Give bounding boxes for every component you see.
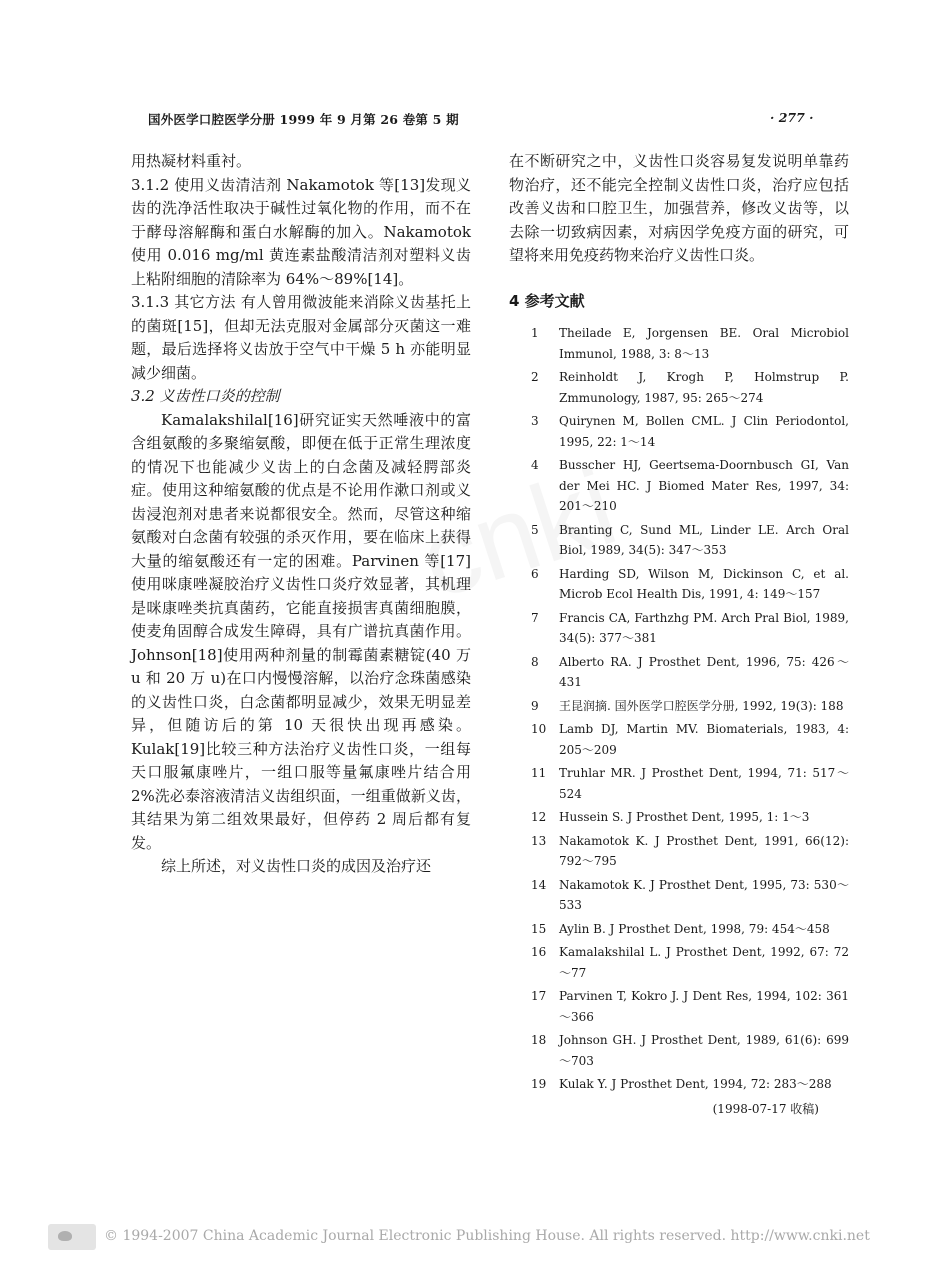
reference-item [509,719,849,760]
page-number: · 277 · [770,110,814,125]
reference-item [509,367,849,408]
subsection-heading: 3.2 义齿性口炎的控制 [131,387,280,405]
reference-item [509,942,849,983]
reference-text: Truhlar MR. J Prosthet Dent, 1994, 71: 517～524 [559,766,849,801]
reference-item [509,875,849,916]
reference-item [509,763,849,804]
references-heading: 4 参考文献 [509,291,585,310]
reference-number: 17 [531,989,547,1003]
reference-item [509,1030,849,1071]
reference-text: 王昆润摘. 国外医学口腔医学分册, 1992, 19(3): 188 [559,698,844,713]
reference-item [509,1074,849,1095]
reference-number: 8 [531,654,539,669]
reference-number: 12 [531,810,547,824]
paragraph: 3.1.3 其它方法 有人曾用微波能来消除义齿基托上的菌斑[15]，但却无法克服对金属部分灭菌这一难题，最后选择将义齿放于空气中干燥 5 h 亦能明显减少细菌。 [131,293,471,382]
reference-text: Parvinen T, Kokro J. J Dent Res, 1994, 102: 361～366 [559,989,849,1024]
reference-number: 16 [531,945,547,959]
journal-header: 国外医学口腔医学分册 1999 年 9 月第 26 卷第 5 期 [148,112,459,127]
reference-number: 7 [531,610,539,625]
reference-text: Francis CA, Farthzhg PM. Arch Pral Biol, 1989, 34(5): 377～381 [559,610,849,645]
reference-text: Alberto RA. J Prosthet Dent, 1996, 75: 426～431 [559,654,849,689]
reference-list [509,323,849,1095]
reference-number: 10 [531,722,547,736]
received-date: (1998-07-17 收稿) [712,1101,819,1116]
reference-number: 4 [531,458,539,472]
reference-item [509,919,849,940]
reference-item [509,831,849,872]
reference-item [509,696,849,717]
cnki-logo-icon [48,1224,96,1250]
reference-item [509,807,849,828]
reference-number: 6 [531,566,539,581]
paragraph: 在不断研究之中，义齿性口炎容易复发说明单靠药物治疗，还不能完全控制义齿性口炎，治疗应包括改善义齿和口腔卫生，加强营养，修改义齿等，以去除一切致病因素，对病因学免疫方面的研究，可望将来用免疫药物来治疗义齿性口炎。 [509,152,849,264]
reference-item [509,520,849,561]
reference-number: 2 [531,370,539,384]
right-column [509,150,849,1121]
reference-number: 9 [531,698,539,713]
reference-text: Johnson GH. J Prosthet Dent, 1989, 61(6): 699～703 [559,1033,849,1068]
reference-item [509,608,849,649]
reference-item [509,986,849,1027]
paragraph: 3.1.2 使用义齿清洁剂 Nakamotok 等[13]发现义齿的洗净活性取决于碱性过氧化物的作用，而不在于酵母溶解酶和蛋白水解酶的加入。Nakamotok 使用 0.016 mg/ml 黄连素盐酸清洁剂对塑料义齿上粘附细胞的清除率为 64%～89%[14]。 [131,175,471,288]
reference-text: Branting C, Sund ML, Linder LE. Arch Oral Biol, 1989, 34(5): 347～353 [559,522,849,557]
reference-text: Nakamotok K. J Prosthet Dent, 1995, 73: 530～533 [559,877,849,912]
reference-number: 5 [531,522,539,537]
reference-text: Theilade E, Jorgensen BE. Oral Microbiol Immunol, 1988, 3: 8～13 [559,326,849,361]
reference-number: 1 [531,326,539,340]
paragraph: Kamalakshilal[16]研究证实天然唾液中的富含组氨酸的多聚缩氨酸，即便在低于正常生理浓度的情况下也能减少义齿上的白念菌及减轻腭部炎症。使用这种缩氨酸的优点是不论用作漱口剂或义齿浸泡剂对患者来说都很安全。然而，尽管这种缩氨酸对白念菌有较强的杀灭作用，要在临床上获得大量的缩氨酸还有一定的困难。Parvinen 等[17]使用咪康唑凝胶治疗义齿性口炎疗效显著，其机理是咪康唑类抗真菌药，它能直接损害真菌细胞膜，使麦角固醇合成发生障碍，具有广谱抗真菌作用。Johnson[18]使用两种剂量的制霉菌素糖锭(40 万 u 和 20 万 u)在口内慢慢溶解，以治疗念珠菌感染的义齿性口炎，白念菌都明显减少，效果无明显差异，但随访后的第 10 天很快出现再感染。Kulak[19]比较三种方法治疗义齿性口炎，一组每天口服氟康唑片，一组口服等量氟康唑片结合用 2%洗必泰溶液清洁义齿组织面，一组重做新义齿，其结果为第二组效果最好，但停药 2 周后都有复发。 [131,410,471,852]
reference-text: Lamb DJ, Martin MV. Biomaterials, 1983, 4: 205～209 [559,722,849,757]
reference-item [509,564,849,605]
copyright-footer: © 1994-2007 China Academic Journal Electronic Publishing House. All rights reserved. http://www.cnki.net [104,1228,870,1244]
reference-item [509,455,849,517]
reference-number: 11 [531,766,547,780]
paragraph: 用热凝材料重衬。 [131,152,252,170]
reference-number: 18 [531,1033,547,1047]
reference-text: Kamalakshilal L. J Prosthet Dent, 1992, 67: 72～77 [559,945,849,980]
reference-text: Nakamotok K. J Prosthet Dent, 1991, 66(12): 792～795 [559,833,849,868]
reference-item [509,652,849,693]
reference-item [509,323,849,364]
reference-text: Quirynen M, Bollen CML. J Clin Periodontol, 1995, 22: 1～14 [559,414,849,449]
reference-number: 19 [531,1077,547,1091]
paragraph: 综上所述，对义齿性口炎的成因及治疗还 [161,857,432,875]
reference-number: 13 [531,833,547,848]
reference-text: Busscher HJ, Geertsema-Doornbusch GI, Van der Mei HC. J Biomed Mater Res, 1997, 34: 201～210 [559,458,849,513]
reference-item [509,411,849,452]
reference-number: 15 [531,921,547,936]
reference-text: Reinholdt J, Krogh P, Holmstrup P. Zmmunology, 1987, 95: 265～274 [559,370,849,405]
reference-number: 3 [531,414,539,428]
left-column [131,150,471,879]
reference-text: Hussein S. J Prosthet Dent, 1995, 1: 1～3 [559,810,810,824]
reference-text: Aylin B. J Prosthet Dent, 1998, 79: 454～458 [559,921,830,936]
reference-text: Kulak Y. J Prosthet Dent, 1994, 72: 283～288 [559,1077,832,1091]
reference-text: Harding SD, Wilson M, Dickinson C, et al. Microb Ecol Health Dis, 1991, 4: 149～157 [559,566,849,601]
reference-number: 14 [531,877,547,892]
